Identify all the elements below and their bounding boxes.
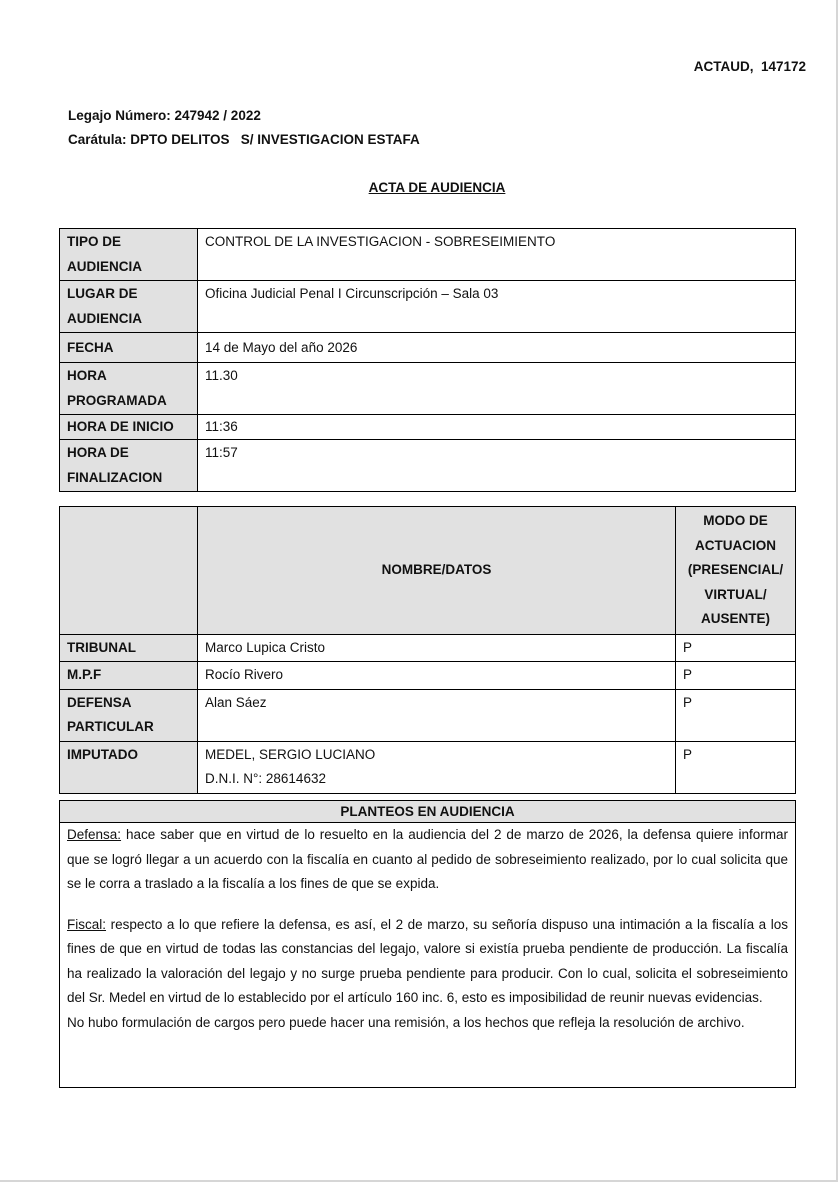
table-header-row — [60, 507, 796, 635]
fiscal-text: respecto a lo que refiere la defensa, es así, el 2 de marzo, su señoría dispuso una intimación a la fiscalía a los fines de que en virtud de todas las constancias del legajo, valore si existía prueba pendiente de producción. La fiscalía ha realizado la valoración del legajo y no surge prueba pendiente para producir. Con lo cual, solicita el sobreseimiento del Sr. Medel en virtud de lo establecido por el artículo 160 inc. 6, esto es imposibilidad de reunir nuevas evidencias. — [67, 916, 788, 1005]
empty-header-cell — [60, 507, 198, 635]
participante-dni: D.N.I. N°: 28614632 — [205, 771, 326, 786]
caratula: Carátula: DPTO DELITOS S/ INVESTIGACION ESTAFA — [68, 132, 420, 147]
fiscal-label: Fiscal: — [67, 916, 107, 932]
table-row — [60, 741, 796, 793]
audiencia-label: FECHA — [60, 333, 198, 363]
actaud-number: ACTAUD, 147172 — [693, 59, 806, 74]
table-row — [60, 823, 796, 1088]
table-row — [60, 281, 796, 333]
participante-role: IMPUTADO — [60, 741, 198, 793]
participante-role: DEFENSA PARTICULAR — [60, 689, 198, 741]
table-row — [60, 363, 796, 415]
audiencia-value: CONTROL DE LA INVESTIGACION - SOBRESEIMIENTO — [198, 229, 796, 281]
participante-name-cell — [198, 741, 676, 793]
planteos-body — [60, 823, 796, 1088]
document-title: ACTA DE AUDIENCIA — [368, 180, 506, 195]
participante-name: MEDEL, SERGIO LUCIANO — [205, 746, 376, 762]
table-header-row — [60, 801, 796, 823]
participante-modo: P — [676, 741, 796, 793]
planteos-heading: PLANTEOS EN AUDIENCIA — [60, 801, 796, 823]
audiencia-label: TIPO DE AUDIENCIA — [60, 229, 198, 281]
paragraph-gap — [67, 897, 788, 913]
audiencia-value: 11:57 — [198, 440, 796, 492]
audiencia-label: LUGAR DE AUDIENCIA — [60, 281, 198, 333]
table-row — [60, 689, 796, 741]
participante-name: Alan Sáez — [198, 689, 676, 741]
participante-role: TRIBUNAL — [60, 634, 198, 662]
participante-name: Rocío Rivero — [198, 662, 676, 690]
legajo-number: Legajo Número: 247942 / 2022 — [68, 108, 261, 123]
table-row — [60, 229, 796, 281]
planteos-table — [59, 800, 796, 1088]
audiencia-label: HORA DE FINALIZACION — [60, 440, 198, 492]
modo-actuacion-header: MODO DE ACTUACION (PRESENCIAL/ VIRTUAL/ AUSENTE) — [676, 507, 796, 635]
fiscal-paragraph — [67, 913, 788, 1011]
participantes-table — [59, 506, 796, 794]
cierre-paragraph: No hubo formulación de cargos pero puede hacer una remisión, a los hechos que refleja la resolución de archivo. — [67, 1014, 745, 1030]
participante-modo: P — [676, 634, 796, 662]
participante-name: Marco Lupica Cristo — [198, 634, 676, 662]
nombre-datos-header: NOMBRE/DATOS — [198, 507, 676, 635]
participante-modo: P — [676, 689, 796, 741]
defensa-label: Defensa: — [67, 827, 122, 842]
audiencia-value: 11:36 — [198, 415, 796, 440]
table-row — [60, 634, 796, 662]
audiencia-table — [59, 228, 796, 492]
audiencia-value: 11.30 — [198, 363, 796, 415]
audiencia-label: HORA DE INICIO — [60, 415, 198, 440]
table-row — [60, 440, 796, 492]
defensa-text: hace saber que en virtud de lo resuelto en la audiencia del 2 de marzo de 2026, la defensa quiere informar que se logró llegar a un acuerdo con la fiscalía en cuanto al pedido de sobreseimiento realizado, por lo cual solicita que se le corra a traslado a la fiscalía a los fines de que se expida. — [67, 827, 788, 891]
table-row — [60, 662, 796, 690]
audiencia-value: 14 de Mayo del año 2026 — [198, 333, 796, 363]
defensa-paragraph — [67, 823, 788, 897]
participante-modo: P — [676, 662, 796, 690]
participante-role: M.P.F — [60, 662, 198, 690]
table-row — [60, 415, 796, 440]
table-row — [60, 333, 796, 363]
audiencia-value: Oficina Judicial Penal I Circunscripción – Sala 03 — [198, 281, 796, 333]
audiencia-label: HORA PROGRAMADA — [60, 363, 198, 415]
